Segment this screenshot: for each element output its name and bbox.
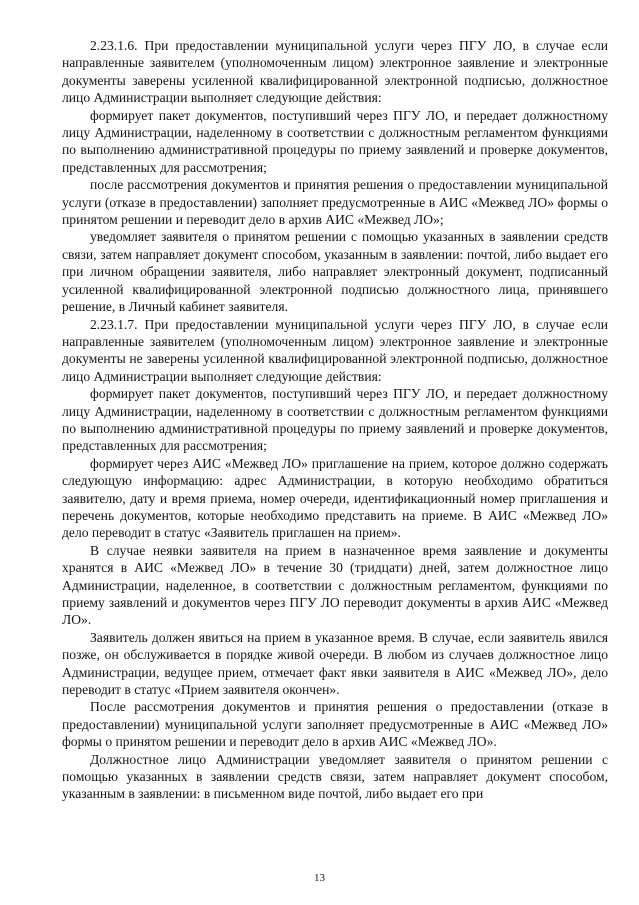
paragraph: Заявитель должен явиться на прием в указанное время. В случае, если заявитель явился позже, он обслуживается в порядке живой очереди. В любом из случаев должностное лицо Администрации, ведущее прием, отмечает факт явки заявителя в АИС «Межвед ЛО», дело переводит в статус «Прием заявителя окончен». <box>62 629 608 698</box>
document-body <box>62 37 608 803</box>
paragraph: после рассмотрения документов и принятия решения о предоставлении муниципальной услуги (отказе в предоставлении) заполняет предусмотренные в АИС «Межвед ЛО» формы о принятом решении и переводит дело в архив АИС «Межвед ЛО»; <box>62 177 608 228</box>
paragraph: уведомляет заявителя о принятом решении с помощью указанных в заявлении средств связи, затем направляет документ способом, указанным в заявлении: почтой, либо выдает его при личном обращении заявителя, либо направляет электронный документ, подписанный усиленной квалифицированной электронной подписью должностного лица, принявшего решение, в Личный кабинет заявителя. <box>62 229 608 315</box>
paragraph: формирует через АИС «Межвед ЛО» приглашение на прием, которое должно содержать следующую информацию: адрес Администрации, в которую необходимо обратиться заявителю, дату и время приема, номер очереди, идентификационный номер приглашения и перечень документов, которые необходимо представить на приеме. В АИС «Межвед ЛО» дело переводит в статус «Заявитель приглашен на прием». <box>62 455 608 541</box>
paragraph: В случае неявки заявителя на прием в назначенное время заявление и документы хранятся в АИС «Межвед ЛО» в течение 30 (тридцати) дней, затем должностное лицо Администрации, наделенное, в соответствии с должностным регламентом, функциями по приему заявлений и документов через ПГУ ЛО переводит документы в архив АИС «Межвед ЛО». <box>62 542 608 628</box>
paragraph: 2.23.1.7. При предоставлении муниципальной услуги через ПГУ ЛО, в случае если направленные заявителем (уполномоченным лицом) электронное заявление и электронные документы не заверены усиленной квалифицированной электронной подписью, должностное лицо Администрации выполняет следующие действия: <box>62 316 608 384</box>
paragraph: формирует пакет документов, поступивший через ПГУ ЛО, и передает должностному лицу Администрации, наделенному в соответствии с должностным регламентом функциями по выполнению административной процедуры по приему заявлений и проверке документов, представленных для рассмотрения; <box>62 386 608 454</box>
paragraph: Должностное лицо Администрации уведомляет заявителя о принятом решении с помощью указанных в заявлении средств связи, затем направляет документ способом, указанным в заявлении: в письменном виде почтой, либо выдает его при <box>62 751 608 802</box>
paragraph: 2.23.1.6. При предоставлении муниципальной услуги через ПГУ ЛО, в случае если направленные заявителем (уполномоченным лицом) электронное заявление и электронные документы заверены усиленной квалифицированной электронной подписью, должностное лицо Администрации выполняет следующие действия: <box>62 38 608 106</box>
page-number: 13 <box>314 872 325 884</box>
paragraph: формирует пакет документов, поступивший через ПГУ ЛО, и передает должностному лицу Администрации, наделенному в соответствии с должностным регламентом функциями по выполнению административной процедуры по приему заявлений и проверке документов, представленных для рассмотрения; <box>62 107 608 175</box>
paragraph: После рассмотрения документов и принятия решения о предоставлении (отказе в предоставлении) муниципальной услуги заполняет предусмотренные в АИС «Межвед ЛО» формы о принятом решении и переводит дело в архив АИС «Межвед ЛО». <box>62 699 608 750</box>
